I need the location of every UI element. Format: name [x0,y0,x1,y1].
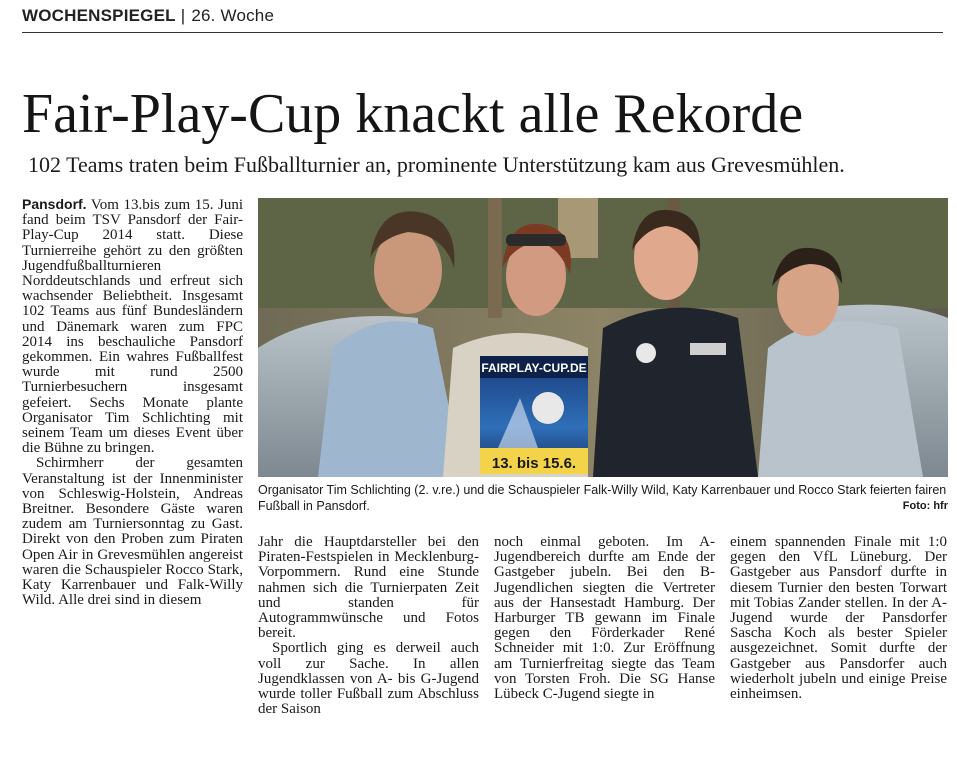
article-paragraph: Jahr die Hauptdarsteller bei den Piraten-Festspielen in Mecklenburg-Vorpommern. Rund eine Stunde nahmen sich die Turnierpaten Zeit und standen für Autogrammwünsche und Fotos bereit. [258,534,479,642]
article-paragraph: Sportlich ging es derweil auch voll zur Sache. In allen Jugendklassen von A- bis G-Jugend wurde toller Fußball zum Abschluss der Saison [258,640,479,718]
article-paragraph: Schirmherr der gesamten Veranstaltung ist der Innenminister von Schleswig-Holstein, Andreas Breitner. Besondere Gäste waren zudem am Turniersonntag zu Gast. Direkt von den Proben zum Piraten Open Air in Grevesmühlen angereist waren die Schauspieler Rocco Stark, Katy Karrenbauer und Falk-Willy Wild. Alle drei sind in diesem [22,455,243,609]
headline: Fair-Play-Cup knackt alle Rekorde [22,83,804,145]
week-label: 26. Woche [191,6,275,25]
photo-caption [258,482,948,514]
photo-credit: Foto: hfr [902,500,948,512]
subheadline: 102 Teams traten beim Fußballturnier an, prominente Unterstützung kam aus Grevesmühlen. [28,152,845,177]
paragraph-text: Vom 13.bis zum 15. Juni fand beim TSV Pansdorf der Fair-Play-Cup 2014 statt. Diese Turnierreihe gehört zu den größten Jugendfußballturnieren Norddeutschlands und erfreut sich wachsender Beliebtheit. Insgesamt 102 Teams aus fünf Bundesländern und Dänemark waren zum FPC 2014 ins beschauliche Pansdorf gekommen. Ein wahres Fußballfest wurde mit rund 2500 Turnierbesuchern insgesamt gefeiert. Sechs Monate plante Organisator Tim Schlichting mit seinem Team um dieses Event über die Bühne zu bringen. [22,197,244,457]
article-column-4 [730,535,947,702]
photo-illustration [258,198,948,477]
article-column-3 [494,535,715,702]
caption-text: Organisator Tim Schlichting (2. v.re.) und die Schauspieler Falk-Willy Wild, Katy Karrenbauer und Rocco Stark feierten fairen Fußball in Pansdorf. [258,483,947,513]
poster-title: FAIRPLAY-CUP.DE [481,361,587,375]
article-paragraph: einem spannenden Finale mit 1:0 gegen den VfL Lüneburg. Der Gastgeber aus Pansdorf durfte in diesem Turnier den besten Torwart mit Tobias Zander stellen. In der A-Jugend wurde der Pansdorfer Sascha Koch als bester Spieler ausgezeichnet. Somit durfte der Gastgeber aus Pansdorfer auch wiederholt jubeln und einige Preise einheimsen. [730,534,947,703]
article-photo [258,198,948,477]
article-column-2 [258,535,479,717]
header-rule [22,32,943,33]
article-column-1 [22,197,243,608]
paper-name: WOCHENSPIEGEL [22,6,176,25]
masthead [22,6,274,26]
poster-dates: 13. bis 15.6. [491,455,577,472]
article-paragraph [22,197,243,456]
dateline: Pansdorf. [22,196,87,212]
masthead-separator: | [180,6,186,25]
article-paragraph: noch einmal geboten. Im A-Jugendbereich durfte am Ende der Gastgeber jubeln. Bei den B-Jugendlichen siegten die Vertreter aus der Hansestadt Hamburg. Der Harburger TB gewann im Finale gegen den Förderkader René Schneider mit 1:0. Zur Eröffnung am Turnierfreitag siegte das Team von Torsten Froh. Die SG Hanse Lübeck C-Jugend siegte in [494,534,715,703]
